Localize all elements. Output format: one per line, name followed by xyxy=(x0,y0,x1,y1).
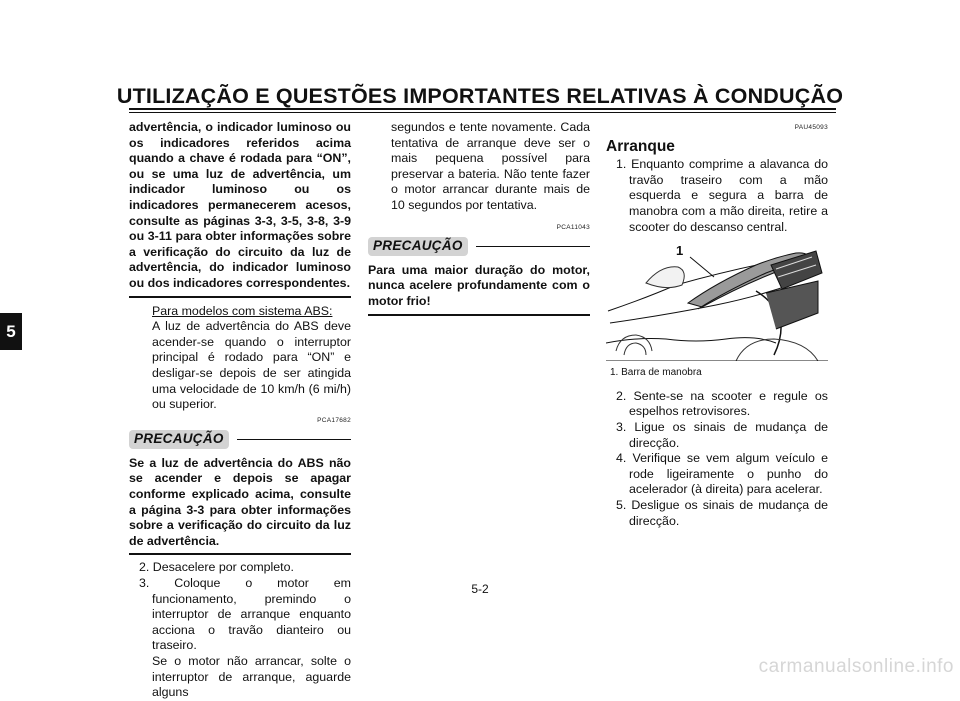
scooter-figure xyxy=(606,243,828,361)
caution-header xyxy=(129,430,351,449)
caution-header-rule xyxy=(476,246,590,248)
title-rule-thick xyxy=(129,108,836,110)
page-number: 5-2 xyxy=(471,582,489,596)
page-title: UTILIZAÇÃO E QUESTÕES IMPORTANTES RELATIVAS À CONDUÇÃO xyxy=(116,84,844,108)
arranque-steps-continued xyxy=(606,389,828,529)
title-rule-thin xyxy=(129,112,836,113)
arranque-steps xyxy=(606,157,828,235)
reference-code: PCA17682 xyxy=(317,416,351,424)
list-item: 3. Ligue os sinais de mudança de direcção. xyxy=(616,419,828,450)
abs-note xyxy=(129,304,351,413)
section-heading: Arranque xyxy=(606,137,675,155)
list-item: 2. Desacelere por completo. xyxy=(139,560,294,575)
reference-code: PCA11043 xyxy=(556,223,590,231)
caution-text: Se a luz de advertência do ABS não se acender e depois se apagar conforme explicado acima, consulte a página 3-3 para obter informações sobre a verificação do circuito da luz de advertência. xyxy=(129,455,351,548)
abs-text: A luz de advertência do ABS deve acender-se quando o interruptor principal é rodado para “ON” e desligar-se depois de ser atingida uma velocidade de 10 km/h (6 mi/h) ou superior. xyxy=(152,319,351,412)
list-item: 3. Coloque o motor em funcionamento, premindo o interruptor de arranque enquanto acciona o travão dianteiro ou traseiro. xyxy=(139,576,351,653)
list-item: 1. Enquanto comprime a alavanca do travão traseiro com a mão esquerda e segura a barra de manobra com a mão direita, retire a scooter do descanso central. xyxy=(616,157,828,234)
caution-label: PRECAUÇÃO xyxy=(129,430,229,449)
list-item: 5. Desligue os sinais de mudança de direcção. xyxy=(616,497,828,528)
chapter-tab: 5 xyxy=(0,313,22,350)
abs-heading: Para modelos com sistema ABS: xyxy=(152,303,333,318)
caution-header-rule xyxy=(237,439,351,441)
watermark: carmanualsonline.info xyxy=(758,656,954,677)
scooter-rear-illustration xyxy=(606,243,828,361)
warning-continuation: advertência, o indicador luminoso ou os indicadores referidos acima quando a chave é rodada para “ON”, ou se uma luz de advertência, um indicador luminoso ou os indicadores permanecerem acesos, consulte as páginas 3-3, 3-5, 3-8, 3-9 ou 3-11 para obter informações sobre a verificação do circuito da luz de advertência, do indicador luminoso ou dos indicadores correspondentes. xyxy=(129,120,351,290)
warning-end-rule xyxy=(129,296,351,298)
caution-end-rule xyxy=(129,553,351,555)
figure-callout-number: 1 xyxy=(676,243,684,259)
caution-end-rule xyxy=(368,314,590,316)
caution-header xyxy=(368,237,590,256)
column-right xyxy=(606,120,828,529)
caution-text: Para uma maior duração do motor, nunca acelere profundamente com o motor frio! xyxy=(368,262,590,308)
reference-code: PAU45093 xyxy=(794,124,828,131)
column-middle xyxy=(368,120,590,316)
column-left xyxy=(129,120,351,701)
start-steps xyxy=(129,560,351,654)
step3-continued-text: segundos e tente novamente. Cada tentativa de arranque deve ser o mais pequena possível para preservar a bateria. Não tente fazer o motor arrancar durante mais de 10 segundos por tentativa. xyxy=(391,120,590,212)
figure-caption: 1. Barra de manobra xyxy=(610,367,702,379)
list-item: 2. Sente-se na scooter e regule os espelhos retrovisores. xyxy=(616,388,828,419)
caution-label: PRECAUÇÃO xyxy=(368,237,468,256)
step3-continuation: Se o motor não arrancar, solte o interruptor de arranque, aguarde alguns xyxy=(152,654,351,700)
list-item: 4. Verifique se vem algum veículo e rode ligeiramente o punho do acelerador (à direita) para acelerar. xyxy=(616,451,828,497)
